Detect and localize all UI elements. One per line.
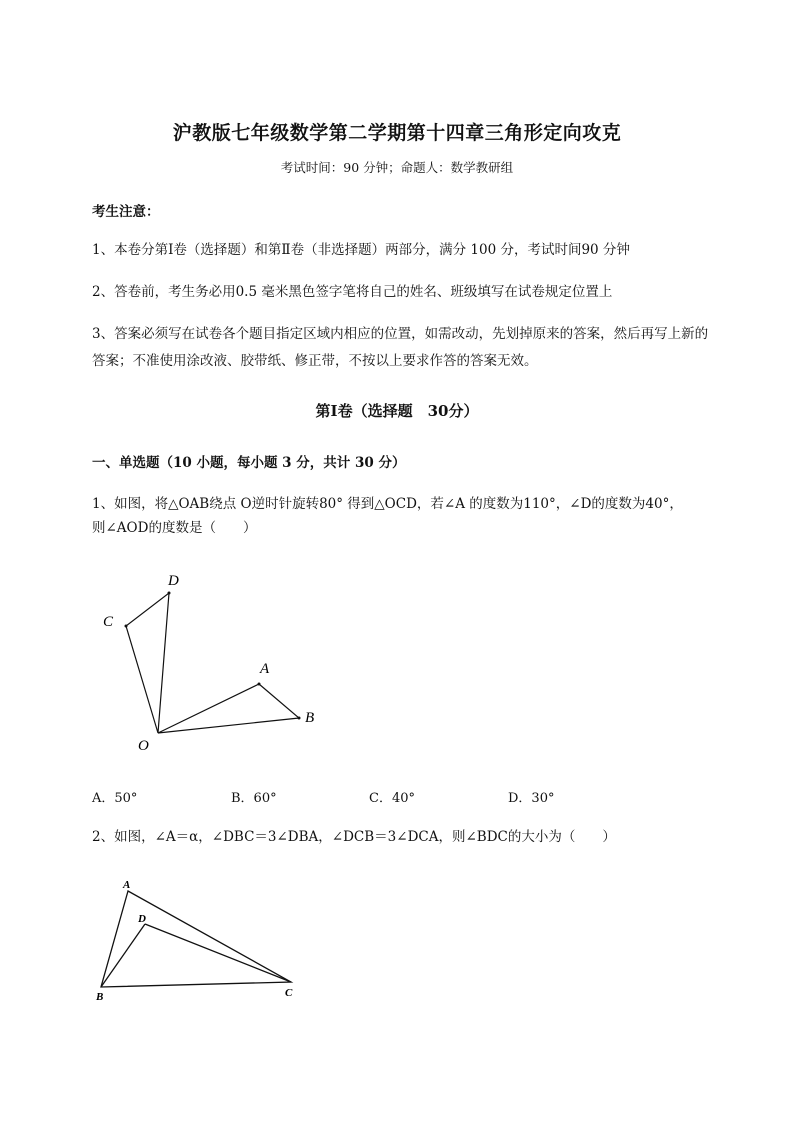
label-d: D: [138, 913, 146, 925]
exam-info: 考试时间：90 分钟；命题人：数学教研组: [280, 160, 514, 175]
label-d: D: [168, 573, 179, 589]
page-title: 沪教版七年级数学第二学期第十四章三角形定向攻克: [172, 122, 622, 144]
q1-figure: [0, 560, 400, 760]
section-heading: 一、单选题（10 小题，每小题 3 分，共计 30 分）: [92, 455, 406, 471]
q1-option-d[interactable]: D．30°: [508, 791, 555, 806]
notice-item-1: 1、本卷分第I卷（选择题）和第Ⅱ卷（非选择题）两部分，满分 100 分，考试时间90 分钟: [92, 242, 630, 258]
notice-heading: 考生注意：: [92, 204, 160, 220]
triangle-abc: [101, 891, 291, 987]
q1-option-b[interactable]: B．60°: [231, 791, 277, 806]
notice-item-3: 3、答案必须写在试卷各个题目指定区域内相应的位置，如需改动，先划掉原来的答案，然后再写上新的答案；不准使用涂改液、胶带纸、修正带，不按以上要求作答的答案无效。: [92, 326, 709, 369]
label-b: B: [305, 710, 315, 726]
triangle-ocd: [126, 593, 169, 733]
label-a: A: [123, 879, 131, 891]
q1-text-line2: 则∠AOD的度数是（ ）: [92, 520, 257, 536]
part1-heading: 第I卷（选择题 30分）: [315, 402, 479, 420]
label-b: B: [96, 991, 104, 1003]
q1-triangles: [126, 593, 299, 733]
q1-text-line1: 1、如图，将△OAB绕点 O逆时针旋转80° 得到△OCD，若∠A 的度数为110°，∠D的度数为40°，: [92, 496, 683, 512]
label-c: C: [285, 987, 293, 999]
q2-lines: [101, 891, 291, 987]
q2-text: 2、如图，∠A＝α，∠DBC＝3∠DBA，∠DCB＝3∠DCA，则∠BDC的大小为（ ）: [92, 829, 616, 845]
segment-dc: [145, 924, 291, 982]
label-o: O: [138, 738, 149, 754]
label-c: C: [103, 614, 114, 630]
label-a: A: [260, 661, 270, 677]
point-d: [168, 592, 171, 595]
q1-option-a[interactable]: A．50°: [92, 791, 138, 806]
triangle-oab: [158, 684, 299, 733]
q2-figure: [0, 870, 340, 1010]
point-b: [298, 717, 301, 720]
notice-item-2: 2、答卷前，考生务必用0.5 毫米黑色签字笔将自己的姓名、班级填写在试卷规定位置上: [92, 284, 613, 300]
point-c: [125, 625, 128, 628]
segment-bd: [101, 924, 145, 987]
q1-option-c[interactable]: C．40°: [369, 791, 415, 806]
point-a: [258, 683, 261, 686]
